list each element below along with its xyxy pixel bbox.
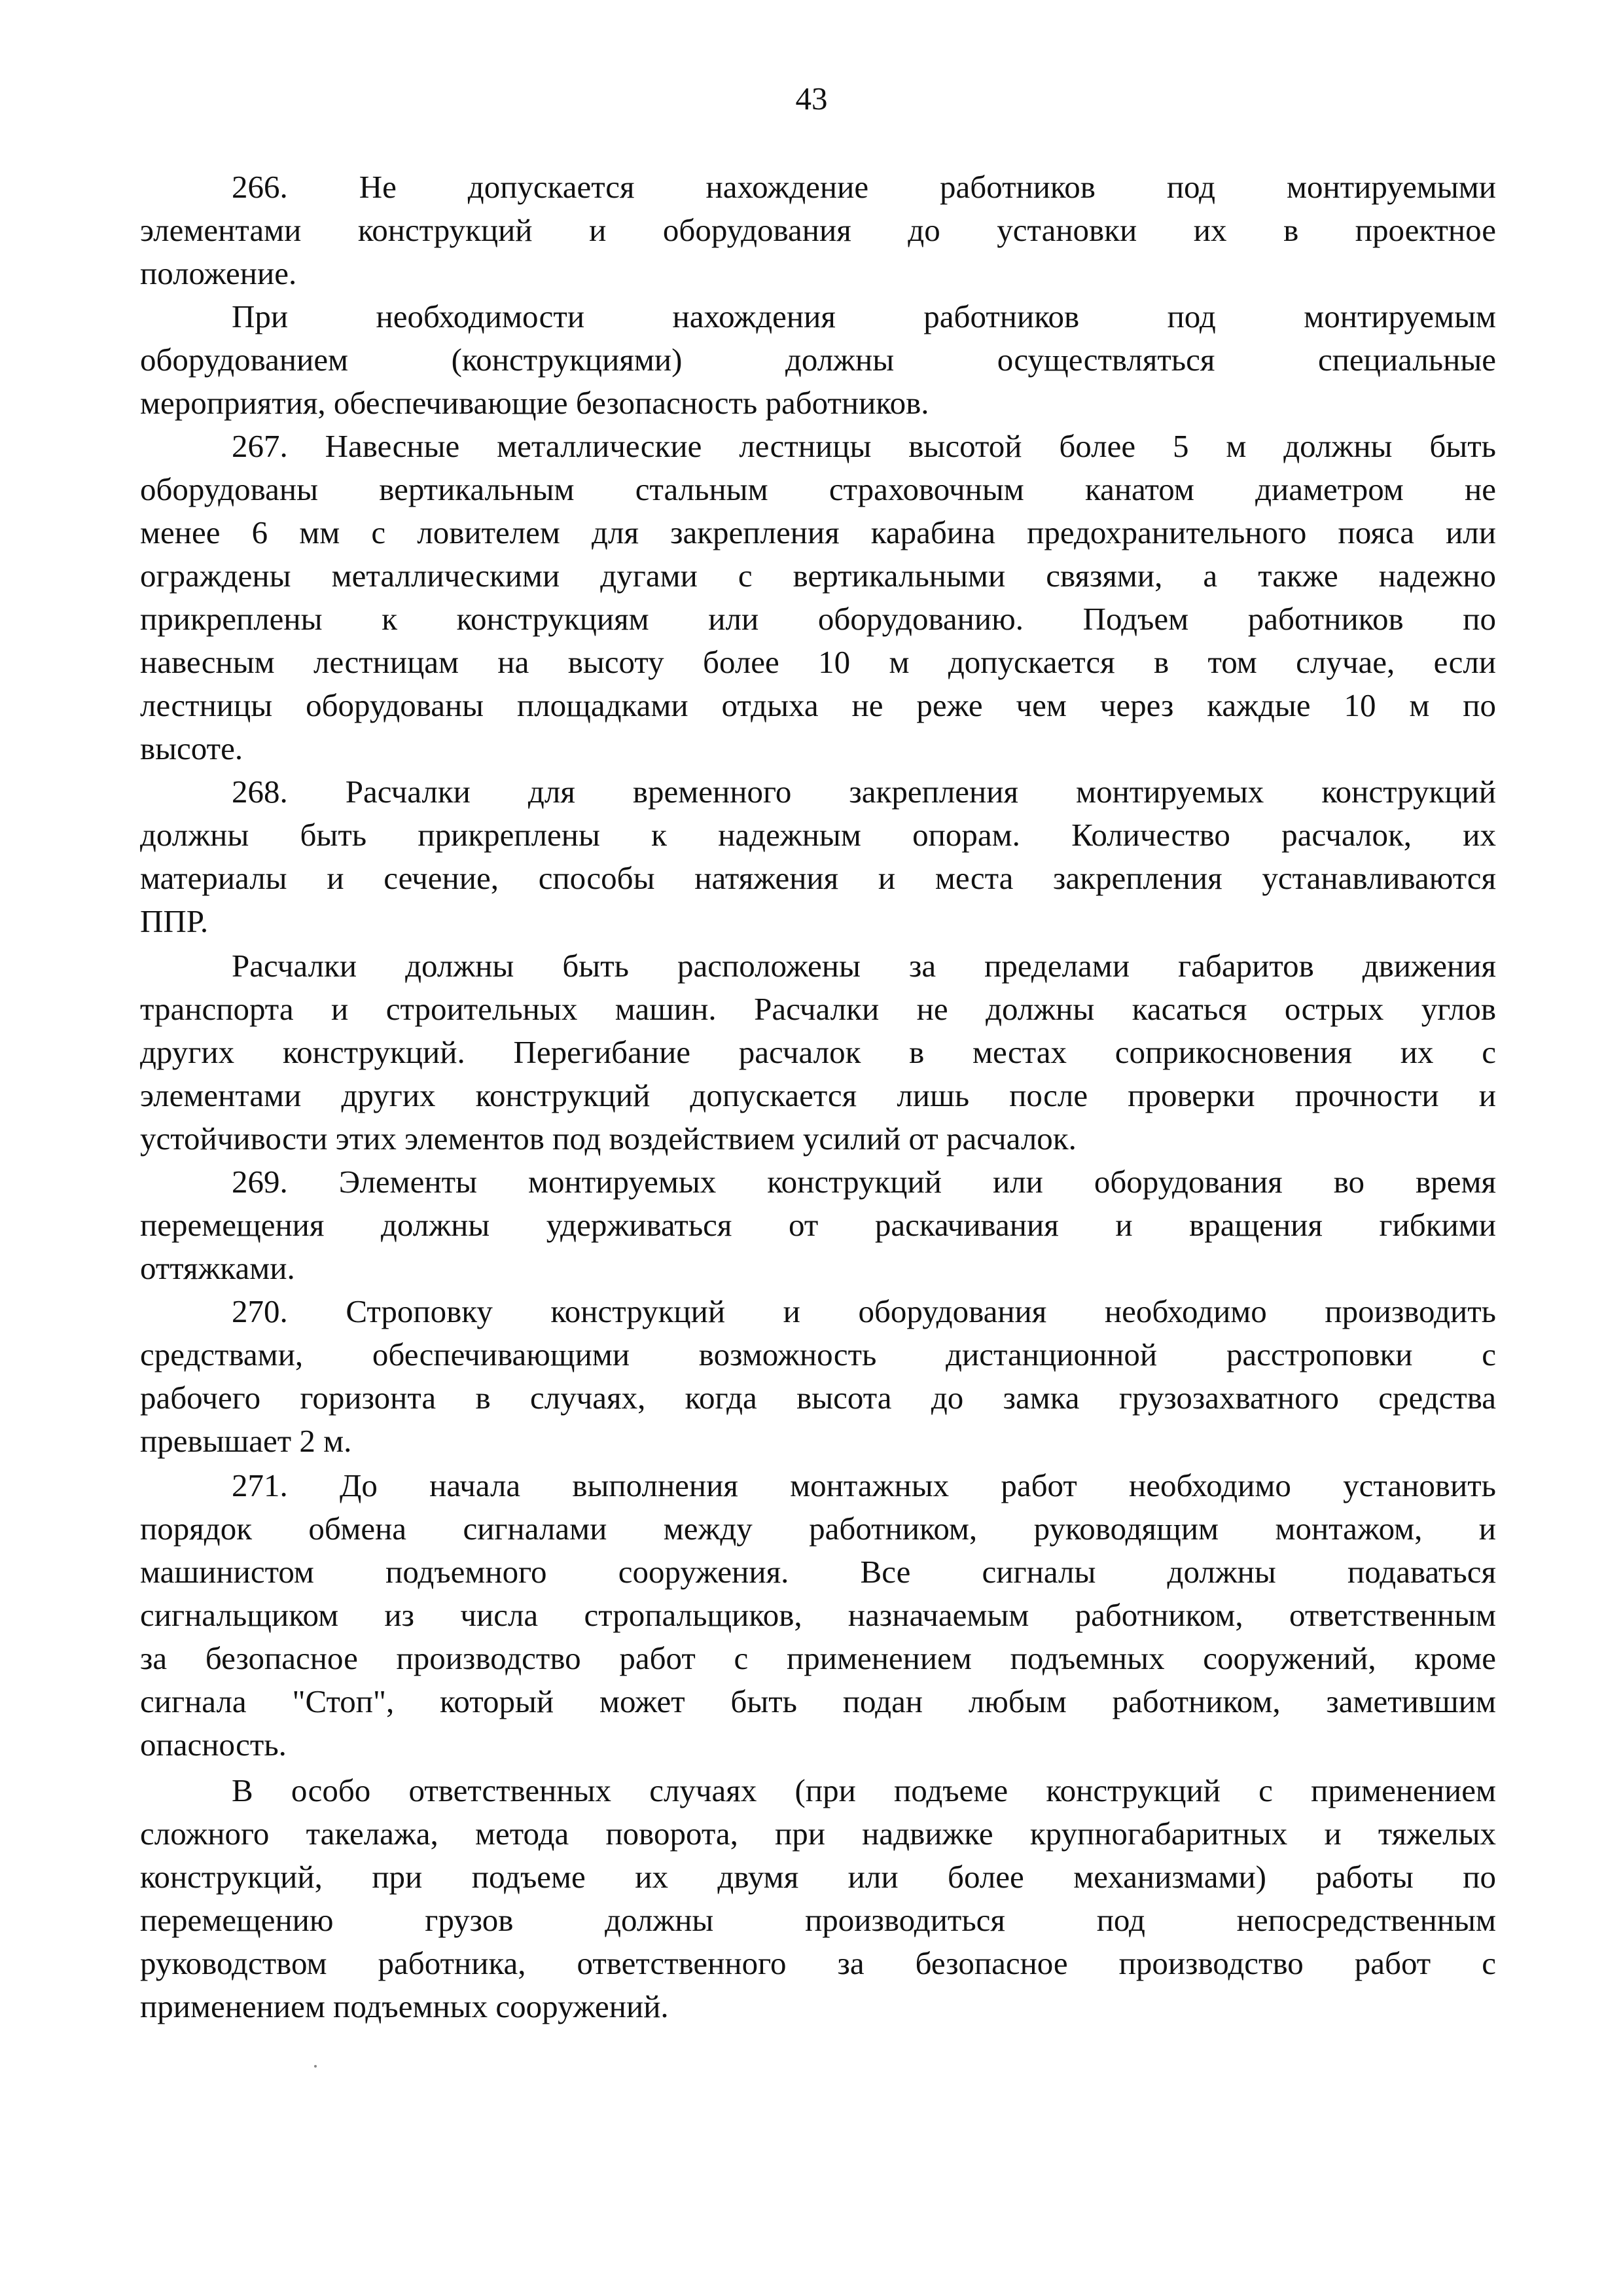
text-line: машинистом подъемного сооружения. Все сигналы должны подаваться (140, 1554, 1496, 1590)
text-line: опасность. (140, 1727, 287, 1763)
text-line: сложного такелажа, метода поворота, при надвижке крупногабаритных и тяжелых (140, 1816, 1496, 1852)
text-line: материалы и сечение, способы натяжения и места закрепления устанавливаются (140, 860, 1496, 896)
text-line: ограждены металлическими дугами с вертикальными связями, а также надежно (140, 558, 1496, 594)
scan-speck (314, 2065, 317, 2068)
text-line: 268. Расчалки для временного закрепления монтируемых конструкций (232, 774, 1496, 810)
text-line: оборудованием (конструкциями) должны осуществляться специальные (140, 342, 1496, 378)
text-line: других конструкций. Перегибание расчалок в местах соприкосновения их с (140, 1034, 1496, 1070)
text-line: 271. До начала выполнения монтажных работ необходимо установить (232, 1467, 1496, 1503)
text-line: сигнала "Стоп", который может быть подан любым работником, заметившим (140, 1683, 1496, 1719)
text-line: лестницы оборудованы площадками отдыха не реже чем через каждые 10 м по (140, 687, 1496, 723)
text-line: должны быть прикреплены к надежным опорам. Количество расчалок, их (140, 817, 1496, 853)
text-line: перемещению грузов должны производиться под непосредственным (140, 1902, 1496, 1938)
text-line: положение. (140, 255, 297, 291)
text-line: рабочего горизонта в случаях, когда высота до замка грузозахватного средства (140, 1380, 1496, 1416)
text-line: порядок обмена сигналами между работником, руководящим монтажом, и (140, 1511, 1496, 1547)
text-line: навесным лестницам на высоту более 10 м допускается в том случае, если (140, 644, 1496, 680)
text-line: устойчивости этих элементов под воздействием усилий от расчалок. (140, 1121, 1077, 1157)
text-line: При необходимости нахождения работников под монтируемым (232, 298, 1496, 334)
text-line: применением подъемных сооружений. (140, 1988, 669, 2024)
text-line: за безопасное производство работ с применением подъемных сооружений, кроме (140, 1640, 1496, 1676)
text-line: сигнальщиком из числа стропальщиков, назначаемым работником, ответственным (140, 1597, 1496, 1633)
text-line: конструкций, при подъеме их двумя или более механизмами) работы по (140, 1859, 1496, 1895)
text-line: В особо ответственных случаях (при подъеме конструкций с применением (232, 1772, 1496, 1808)
text-line: оборудованы вертикальным стальным страховочным канатом диаметром не (140, 471, 1496, 507)
text-line: руководством работника, ответственного за безопасное производство работ с (140, 1945, 1496, 1981)
text-line: менее 6 мм с ловителем для закрепления карабина предохранительного пояса или (140, 514, 1496, 550)
text-line: транспорта и строительных машин. Расчалки не должны касаться острых углов (140, 991, 1496, 1027)
text-line: Расчалки должны быть расположены за пределами габаритов движения (232, 948, 1496, 984)
text-line: высоте. (140, 730, 243, 766)
page-number: 43 (795, 81, 828, 117)
text-line: оттяжками. (140, 1250, 295, 1286)
text-line: средствами, обеспечивающими возможность дистанционной расстроповки с (140, 1336, 1496, 1372)
text-line: превышает 2 м. (140, 1423, 352, 1459)
text-line: 267. Навесные металлические лестницы высотой более 5 м должны быть (232, 428, 1496, 464)
text-line: мероприятия, обеспечивающие безопасность работников. (140, 385, 929, 421)
text-line: прикреплены к конструкциям или оборудованию. Подъем работников по (140, 601, 1496, 637)
text-line: ППР. (140, 903, 209, 939)
text-line: элементами других конструкций допускается лишь после проверки прочности и (140, 1077, 1496, 1113)
text-line: элементами конструкций и оборудования до установки их в проектное (140, 212, 1496, 248)
text-line: 269. Элементы монтируемых конструкций или оборудования во время (232, 1164, 1496, 1200)
text-line: перемещения должны удерживаться от раскачивания и вращения гибкими (140, 1207, 1496, 1243)
text-line: 270. Строповку конструкций и оборудования необходимо производить (232, 1293, 1496, 1329)
text-line: 266. Не допускается нахождение работников под монтируемыми (232, 169, 1496, 205)
